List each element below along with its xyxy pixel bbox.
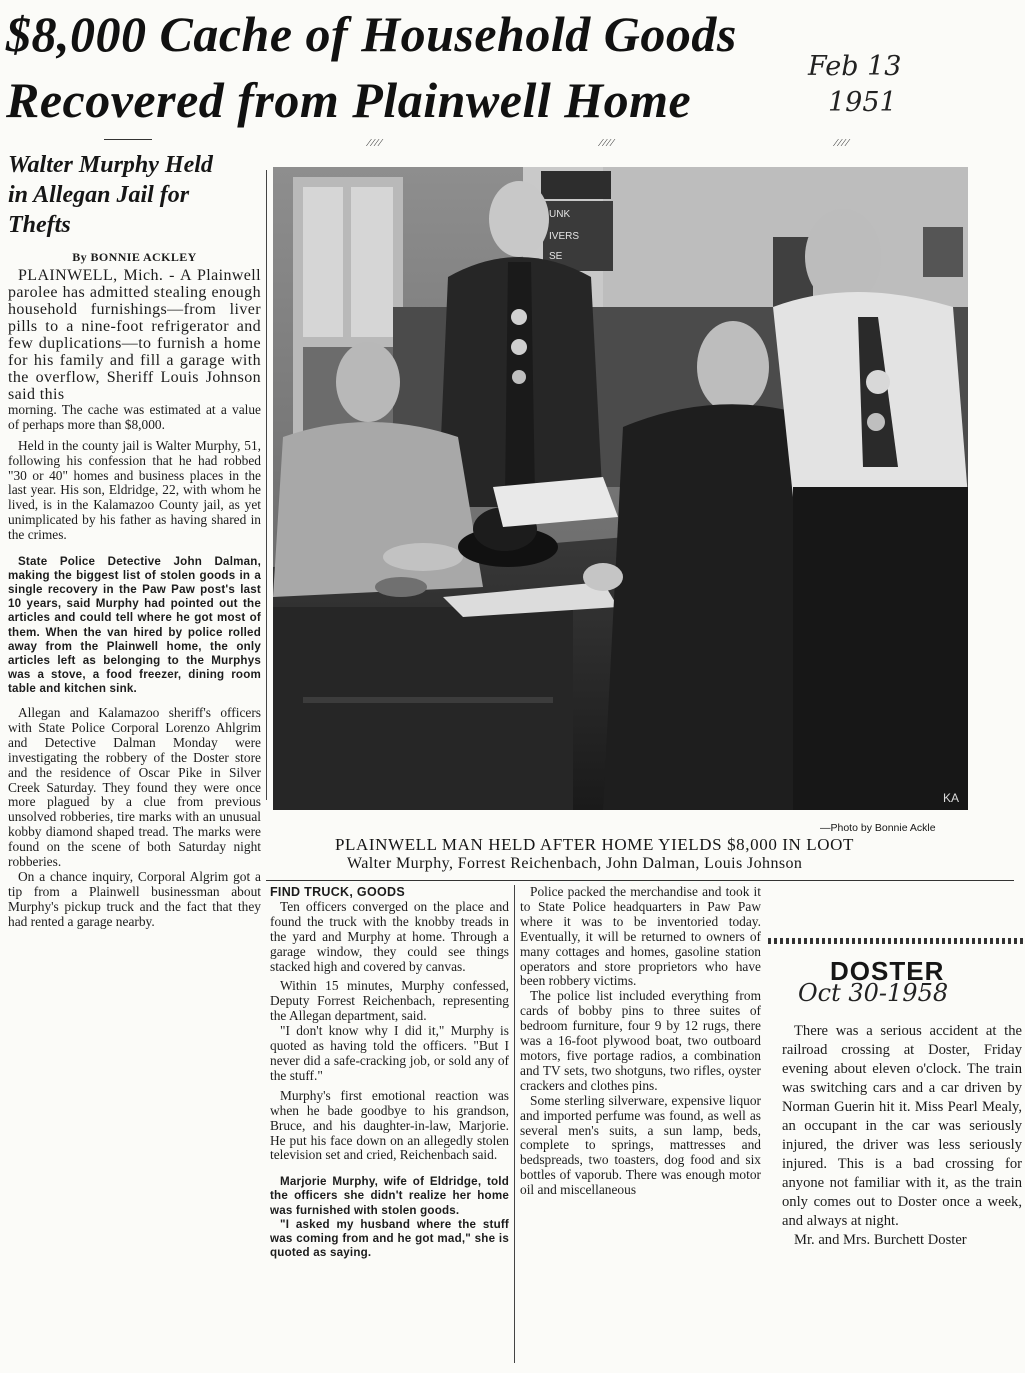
doster-paragraph: Mr. and Mrs. Burchett Doster — [794, 1232, 967, 1248]
svg-text:IVERS: IVERS — [549, 231, 580, 242]
news-photo — [273, 167, 968, 810]
article-paragraph: Murphy's first emotional reaction was when he bade goodbye to his grandson, Bruce, and his daughter-in-law, Marjorie. He put his face down on an allegedly stolen television set and cried, Reichenbach said. — [270, 1087, 509, 1163]
article-column-2 — [270, 885, 509, 1260]
photo-caption-title: PLAINWELL MAN HELD AFTER HOME YIELDS $8,000 IN LOOT — [335, 835, 854, 854]
byline: By BONNIE ACKLEY — [72, 250, 197, 264]
article-paragraph-bold: State Police Detective John Dalman, making the biggest list of stolen goods in a single recovery in the Paw Paw post's last 10 years, said Murphy had pointed out the articles and could tell where he got most of them. When the van hired by police rolled away from the Plainwell home, the only articles left as belonging to the Murphys was a stove, a food freezer, dining room table and kitchen sink. — [8, 555, 261, 695]
article-paragraph: On a chance inquiry, Corporal Algrim got a tip from a Plainwell businessman about Murphy's pickup truck and the fact that they had rented a garage nearby. — [8, 868, 261, 929]
article-paragraph: The police list included everything from cards of bobby pins to three suites of bedroom furniture, four 9 by 12 rugs, there was a 16-foot plywood boat, two outboard motors, five portage radios, a combination and TV sets, two shotguns, two rifles, oyster crackers and clothes pins. — [520, 988, 761, 1093]
poster-text: UNK — [549, 209, 571, 220]
article-paragraph: Ten officers converged on the place and found the truck with the knobby treads in the yard and Murphy at home. Through a garage window, they could see things stacked high and covered by canvas. — [270, 898, 509, 974]
article-paragraph: "I don't know why I did it," Murphy is quoted as having told the officers. "But I never did a safe-cracking job, or sold any of the stuff." — [270, 1023, 509, 1083]
decorative-ticks: ⁄⁄⁄⁄ — [835, 137, 851, 149]
article-column-3 — [520, 885, 761, 1198]
doster-paragraph: There was a serious accident at the railroad crossing at Doster, Friday evening about eleven o'clock. The train was switching cars and a car driven by Norman Guerin hit it. Miss Pearl Mealy, an occupant in the car was seriously injured, the driver was less seriously injured. This is a bad crossing for anyone not familiar with it, as the train only comes out to Doster once a week, and always at night. — [782, 1023, 1022, 1229]
divider — [104, 139, 152, 140]
article-paragraph: Some sterling silverware, expensive liquor and imported perfume was found, as well as several men's suits, a sun lamp, beds, complete to springs, mattresses and bedspreads, two toasters, dog food and six bottles of vaporub. There was enough motor oil and miscellaneous — [520, 1092, 761, 1198]
column-heading: FIND TRUCK, GOODS — [270, 885, 405, 899]
handwritten-date-line-1: Feb 13 — [808, 51, 902, 82]
handwritten-date-line-2: 1951 — [828, 87, 897, 118]
headline-line-1: $8,000 Cache of Household Goods — [6, 6, 737, 62]
photo-credit: —Photo by Bonnie Ackle — [820, 822, 936, 834]
headline-line-2: Recovered from Plainwell Home — [6, 72, 692, 128]
decorative-ticks: ⁄⁄⁄⁄ — [600, 137, 616, 149]
decorative-ticks: ⁄⁄⁄⁄ — [368, 137, 384, 149]
article-lead: PLAINWELL, Mich. - A Plainwell parolee has admitted stealing enough household furnishings—from liver pills to a nine-foot refrigerator and few duplications—to furnish a home for his family and fill a garage with the overflow, Sheriff Louis Johnson said this — [8, 266, 261, 403]
column-divider — [266, 170, 267, 800]
article-paragraph-bold: "I asked my husband where the stuff was coming from and he got mad," she is quoted as saying. — [270, 1217, 509, 1259]
article-paragraph-bold: Marjorie Murphy, wife of Eldridge, told the officers she didn't realize her home was furnished with stolen goods. — [270, 1175, 509, 1217]
photo-illustration — [273, 167, 968, 810]
doster-clipping — [768, 938, 1024, 1268]
subheadline: Walter Murphy Held in Allegan Jail for Thefts — [8, 152, 213, 238]
column-divider — [514, 885, 515, 1363]
svg-text:SE: SE — [549, 251, 563, 262]
article-paragraph: Allegan and Kalamazoo sheriff's officers with State Police Corporal Lorenzo Ahlgrim and Detective Dalman Monday were investigating the robbery of the Doster store and the residence of Oscar Pike in Silver Creek Saturday. They found they were once more plagued by a clue from previous unsolved robberies, tire marks with an unusual kobby diamond shaped tread. The marks were found on the scene of both Saturday night robberies. — [8, 705, 261, 870]
article-paragraph: Within 15 minutes, Murphy confessed, Deputy Forrest Reichenbach, representing the Allegan department, said. — [270, 978, 509, 1024]
doster-article — [768, 1022, 1024, 1250]
doster-title: DOSTER — [830, 956, 945, 986]
photo-signature: KA — [943, 791, 960, 805]
photo-caption-names: Walter Murphy, Forrest Reichenbach, John Dalman, Louis Johnson — [347, 855, 803, 872]
article-paragraph: Police packed the merchandise and took it to State Police headquarters in Paw Paw where it was to be inventoried today. Eventually, it will be returned to owners of many cottages and homes, gasoline station operators and store proprietors who have been robbery victims. — [520, 884, 761, 989]
article-paragraph: Held in the county jail is Walter Murphy, 51, following his confession that he had robbed "30 or 40" homes and business places in the last year. His son, Eldridge, 22, with whom he lived, is in the Kalamazoo County jail, as yet unimplicated by his father as having shared in the crimes. — [8, 437, 261, 543]
doster-handwritten-date: Oct 30-1958 — [798, 979, 949, 1007]
article-paragraph: morning. The cache was estimated at a value of perhaps more than $8,000. — [8, 401, 261, 432]
article-column-1 — [8, 250, 261, 930]
caption-divider — [266, 880, 1014, 881]
